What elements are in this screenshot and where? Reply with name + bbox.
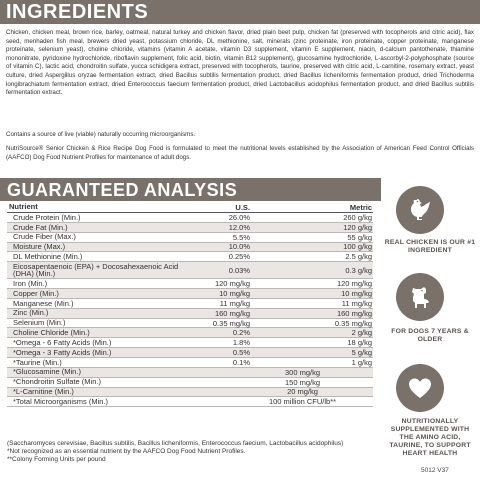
us-value-cell: 5.5% bbox=[232, 232, 250, 242]
footnotes bbox=[7, 440, 373, 464]
ingredients-heading: INGREDIENTS bbox=[0, 0, 480, 24]
nutrient-cell: *L-Carnitine (Min.) bbox=[13, 387, 74, 397]
column-metric: Metric bbox=[349, 202, 372, 212]
combined-value-cell: 100 million CFU/lb** bbox=[268, 397, 337, 407]
table-row bbox=[7, 279, 373, 289]
nutrient-cell: *Glucosamine (Min.) bbox=[13, 367, 81, 377]
us-value-cell: 0.5% bbox=[232, 348, 250, 358]
table-row bbox=[7, 338, 373, 348]
metric-value-cell: 120 mg/kg bbox=[336, 279, 372, 289]
dog-icon bbox=[405, 282, 435, 312]
us-value-cell: 120 mg/kg bbox=[214, 279, 250, 289]
metric-value-cell: 0.3 g/kg bbox=[345, 265, 372, 275]
nutrient-cell: *Omega - 6 Fatty Acids (Min.) bbox=[13, 337, 112, 347]
table-row bbox=[7, 388, 373, 398]
claim-real-chicken: REAL CHICKEN IS OUR #1 INGREDIENT bbox=[384, 239, 476, 254]
dog-badge bbox=[396, 273, 444, 321]
table-row bbox=[7, 309, 373, 319]
nutrient-cell: *Taurine (Min.) bbox=[13, 357, 62, 367]
footnote-organisms: (Saccharomyces cerevisiae, Bacillus subtilis, Bacillus licheniformis, Enterococcus faecium, Lactobacillus acidophilus) bbox=[7, 440, 344, 447]
metric-value-cell: 2.5 g/kg bbox=[345, 252, 372, 262]
metric-value-cell: 100 g/kg bbox=[343, 242, 372, 252]
combined-value-cell: 300 mg/kg bbox=[284, 367, 321, 377]
footnote-cfu: **Colony Forming Units per pound bbox=[7, 456, 106, 463]
nutrient-cell: *Omega - 3 Fatty Acids (Min.) bbox=[13, 347, 112, 357]
table-row bbox=[7, 328, 373, 338]
metric-value-cell: 260 g/kg bbox=[343, 212, 372, 222]
metric-value-cell: 0.35 mg/kg bbox=[334, 318, 372, 328]
table-header bbox=[7, 202, 373, 213]
nutrient-cell: Selenium (Min.) bbox=[13, 318, 66, 328]
footnote-aafco: *Not recognized as an essential nutrient by the AAFCO Dog Food Nutrient Profiles. bbox=[7, 448, 246, 455]
metric-value-cell: 18 g/kg bbox=[347, 338, 372, 348]
chicken-badge bbox=[396, 186, 444, 234]
nutrient-cell: DL Methionine (Min.) bbox=[13, 252, 83, 262]
combined-value-cell: 20 mg/kg bbox=[287, 387, 318, 397]
metric-value-cell: 11 mg/kg bbox=[341, 298, 372, 308]
nutrient-cell: Zinc (Min.) bbox=[13, 308, 49, 318]
table-row bbox=[7, 319, 373, 329]
nutrient-cell: Manganese (Min.) bbox=[13, 298, 74, 308]
us-value-cell: 1.8% bbox=[232, 338, 250, 348]
ingredients-list: Chicken, chicken meal, brown rice, barley, oatmeal, natural turkey and chicken flavor, dried plain beet pulp, chicken fat (preserved with tocopherols and citric acid), flax seed, menhaden fish meal, brewers dried yeast, potassium chloride, DL methionine, salt, minerals (zinc proteinate, iron proteinate, copper proteinate, manganese proteinate, selenium yeast), choline chloride, vitamins (vitamin A acetate, vitamin D3 supplement, vitamin E supplement, niacin, d-calcium pantothenate, thiamine mononitrate, pyridoxine hydrochloride, riboflavin supplement, folic acid, biotin, vitamin B12 supplement), glucosamine hydrochloride, L-ascorbyl-2-polyphosphate (source of vitamin C), lactic acid, chondroitin sulfate, yucca schidigera extract, preserved with tocopherols, taurine, preserved with citric acid, L-carnitine, rosemary extract, yeast culture, dried Aspergillus oryzae fermentation extract, dried Bacillus subtilis fermentation product, dried Bacillus licheniformis fermentation product, dried Trichoderma longibrachiatum fermentation extract, dried Enterococcus faecium fermentation product, dried Lactobacillus acidophilus fermentation product, and dried Bacillus subtilis fermentation extract. bbox=[6, 29, 474, 97]
nutrient-cell: Crude Fat (Min.) bbox=[13, 222, 68, 232]
metric-value-cell: 5 g/kg bbox=[351, 348, 372, 358]
nutrient-cell: Moisture (Max.) bbox=[13, 242, 66, 252]
nutrient-cell: Copper (Min.) bbox=[13, 288, 59, 298]
table-row bbox=[7, 262, 373, 279]
us-value-cell: 0.2% bbox=[232, 328, 250, 338]
nutrient-cell: Iron (Min.) bbox=[13, 278, 48, 288]
table-row bbox=[7, 252, 373, 262]
us-value-cell: 0.35 mg/kg bbox=[212, 318, 250, 328]
column-us: U.S. bbox=[235, 202, 250, 212]
us-value-cell: 160 mg/kg bbox=[214, 308, 250, 318]
nutrient-cell: *Total Microorganisms (Min.) bbox=[13, 397, 109, 407]
us-value-cell: 12.0% bbox=[228, 222, 250, 232]
microorganisms-statement: Contains a source of live (viable) naturally occurring microorganisms. bbox=[6, 131, 196, 138]
table-row bbox=[7, 397, 373, 407]
guaranteed-analysis-heading: GUARANTEED ANALYSIS bbox=[0, 178, 381, 201]
table-row bbox=[7, 233, 373, 243]
metric-value-cell: 55 g/kg bbox=[347, 232, 372, 242]
table-row bbox=[7, 299, 373, 309]
us-value-cell: 10 mg/kg bbox=[219, 288, 250, 298]
table-row bbox=[7, 243, 373, 253]
metric-value-cell: 2 g/kg bbox=[351, 328, 372, 338]
table-row bbox=[7, 223, 373, 233]
table-row bbox=[7, 378, 373, 388]
combined-value-cell: 150 mg/kg bbox=[284, 377, 321, 387]
nutrient-cell: Crude Fiber (Max.) bbox=[13, 232, 76, 242]
metric-value-cell: 1 g/kg bbox=[351, 357, 372, 367]
table-body bbox=[7, 213, 373, 407]
heart-icon bbox=[405, 373, 435, 403]
guaranteed-analysis-table bbox=[7, 202, 373, 407]
column-nutrient: Nutrient bbox=[9, 202, 38, 212]
metric-value-cell: 10 mg/kg bbox=[341, 288, 372, 298]
chicken-icon bbox=[405, 195, 435, 225]
nutrient-cell: Crude Protein (Min.) bbox=[13, 212, 81, 222]
nutrient-cell: Eicosapentaenoic (EPA) + Docosahexaenoic Acid (DHA) (Min.) bbox=[13, 261, 179, 279]
aafco-statement: NutriSource® Senior Chicken & Rice Recipe Dog Food is formulated to meet the nutritional levels established by the Association of American Feed Control Officials (AAFCO) Dog Food Nutrient Profiles for maintenance of adult dogs. bbox=[6, 145, 474, 161]
sku-code: 5012 V37 bbox=[421, 467, 449, 474]
us-value-cell: 0.1% bbox=[232, 357, 250, 367]
table-row bbox=[7, 358, 373, 368]
nutrient-cell: Choline Chloride (Min.) bbox=[13, 328, 90, 338]
table-row bbox=[7, 368, 373, 378]
us-value-cell: 0.25% bbox=[228, 252, 250, 262]
metric-value-cell: 120 g/kg bbox=[343, 222, 372, 232]
us-value-cell: 26.0% bbox=[228, 212, 250, 222]
metric-value-cell: 160 mg/kg bbox=[336, 308, 372, 318]
table-row bbox=[7, 289, 373, 299]
claim-senior-dogs: FOR DOGS 7 YEARS & OLDER bbox=[391, 328, 469, 343]
claim-taurine: NUTRITIONALLY SUPPLEMENTED WITH THE AMINO ACID, TAURINE, TO SUPPORT HEART HEALTH bbox=[389, 418, 471, 457]
table-row bbox=[7, 213, 373, 223]
table-row bbox=[7, 348, 373, 358]
us-value-cell: 0.03% bbox=[228, 265, 250, 275]
us-value-cell: 10.0% bbox=[228, 242, 250, 252]
nutrient-cell: *Chondroitin Sulfate (Min.) bbox=[13, 377, 101, 387]
heart-badge bbox=[396, 364, 444, 412]
us-value-cell: 11 mg/kg bbox=[219, 298, 250, 308]
